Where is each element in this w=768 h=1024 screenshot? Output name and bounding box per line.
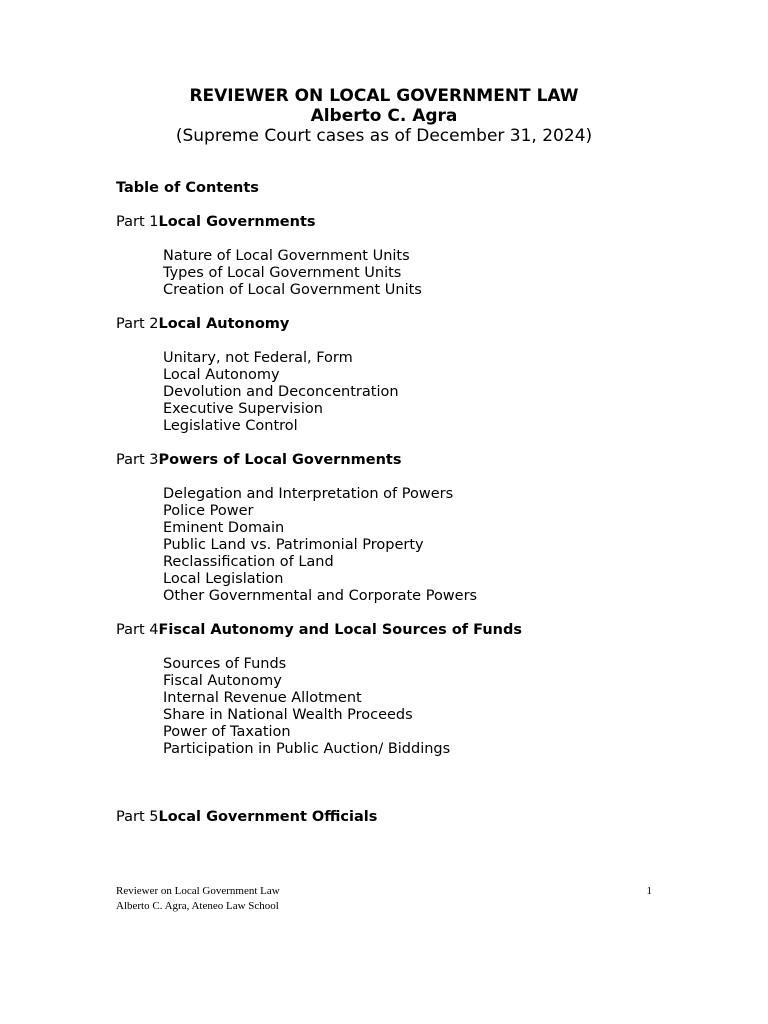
toc-part-label: Part 1 bbox=[116, 214, 159, 230]
table-of-contents bbox=[116, 180, 676, 826]
toc-part-label: Part 4 bbox=[116, 622, 159, 638]
toc-part-5 bbox=[116, 809, 676, 826]
page-footer bbox=[116, 884, 652, 914]
toc-item: Reclassification of Land bbox=[163, 554, 334, 570]
toc-part-items bbox=[116, 656, 676, 758]
toc-part-title: Local Governments bbox=[158, 214, 316, 230]
toc-part-items bbox=[116, 248, 676, 299]
toc-part-heading bbox=[116, 622, 676, 639]
toc-part-4 bbox=[116, 622, 676, 758]
document-subtitle: (Supreme Court cases as of December 31, 2024) bbox=[175, 126, 593, 146]
toc-item: Executive Supervision bbox=[163, 401, 323, 417]
toc-part-title: Fiscal Autonomy and Local Sources of Funds bbox=[158, 622, 522, 638]
toc-item: Types of Local Government Units bbox=[163, 265, 402, 281]
toc-part-items bbox=[116, 486, 676, 605]
toc-part-1 bbox=[116, 214, 676, 299]
footer-document-title: Reviewer on Local Government Law bbox=[116, 885, 280, 897]
toc-part-title: Local Government Officials bbox=[158, 809, 378, 825]
toc-part-heading bbox=[116, 809, 676, 826]
toc-item: Eminent Domain bbox=[163, 520, 285, 536]
toc-heading: Table of Contents bbox=[116, 180, 259, 196]
toc-part-heading bbox=[116, 214, 676, 231]
toc-part-title: Local Autonomy bbox=[158, 316, 290, 332]
toc-item: Share in National Wealth Proceeds bbox=[163, 707, 413, 723]
document-header bbox=[0, 86, 768, 146]
toc-part-title: Powers of Local Governments bbox=[158, 452, 402, 468]
toc-item: Devolution and Deconcentration bbox=[163, 384, 399, 400]
toc-item: Nature of Local Government Units bbox=[163, 248, 410, 264]
toc-part-heading bbox=[116, 316, 676, 333]
toc-part-label: Part 3 bbox=[116, 452, 159, 468]
toc-item: Participation in Public Auction/ Biddings bbox=[163, 741, 451, 757]
toc-item: Police Power bbox=[163, 503, 254, 519]
toc-item: Local Autonomy bbox=[163, 367, 280, 383]
toc-item: Power of Taxation bbox=[163, 724, 291, 740]
document-title: REVIEWER ON LOCAL GOVERNMENT LAW bbox=[189, 86, 579, 106]
toc-item: Local Legislation bbox=[163, 571, 284, 587]
toc-part-label: Part 5 bbox=[116, 809, 159, 825]
toc-part-label: Part 2 bbox=[116, 316, 159, 332]
toc-part-heading bbox=[116, 452, 676, 469]
page-number: 1 bbox=[646, 885, 652, 897]
footer-author-school: Alberto C. Agra, Ateneo Law School bbox=[116, 900, 279, 912]
footer-row bbox=[116, 899, 652, 914]
toc-item: Legislative Control bbox=[163, 418, 298, 434]
toc-item: Public Land vs. Patrimonial Property bbox=[163, 537, 424, 553]
toc-item: Creation of Local Government Units bbox=[163, 282, 422, 298]
toc-part-3 bbox=[116, 452, 676, 605]
toc-item: Internal Revenue Allotment bbox=[163, 690, 362, 706]
toc-item: Other Governmental and Corporate Powers bbox=[163, 588, 478, 604]
document-author: Alberto C. Agra bbox=[310, 106, 458, 126]
toc-part-2 bbox=[116, 316, 676, 435]
toc-item: Sources of Funds bbox=[163, 656, 287, 672]
toc-item: Unitary, not Federal, Form bbox=[163, 350, 353, 366]
toc-part-items bbox=[116, 350, 676, 435]
toc-item: Fiscal Autonomy bbox=[163, 673, 282, 689]
toc-item: Delegation and Interpretation of Powers bbox=[163, 486, 454, 502]
footer-row bbox=[116, 884, 652, 899]
